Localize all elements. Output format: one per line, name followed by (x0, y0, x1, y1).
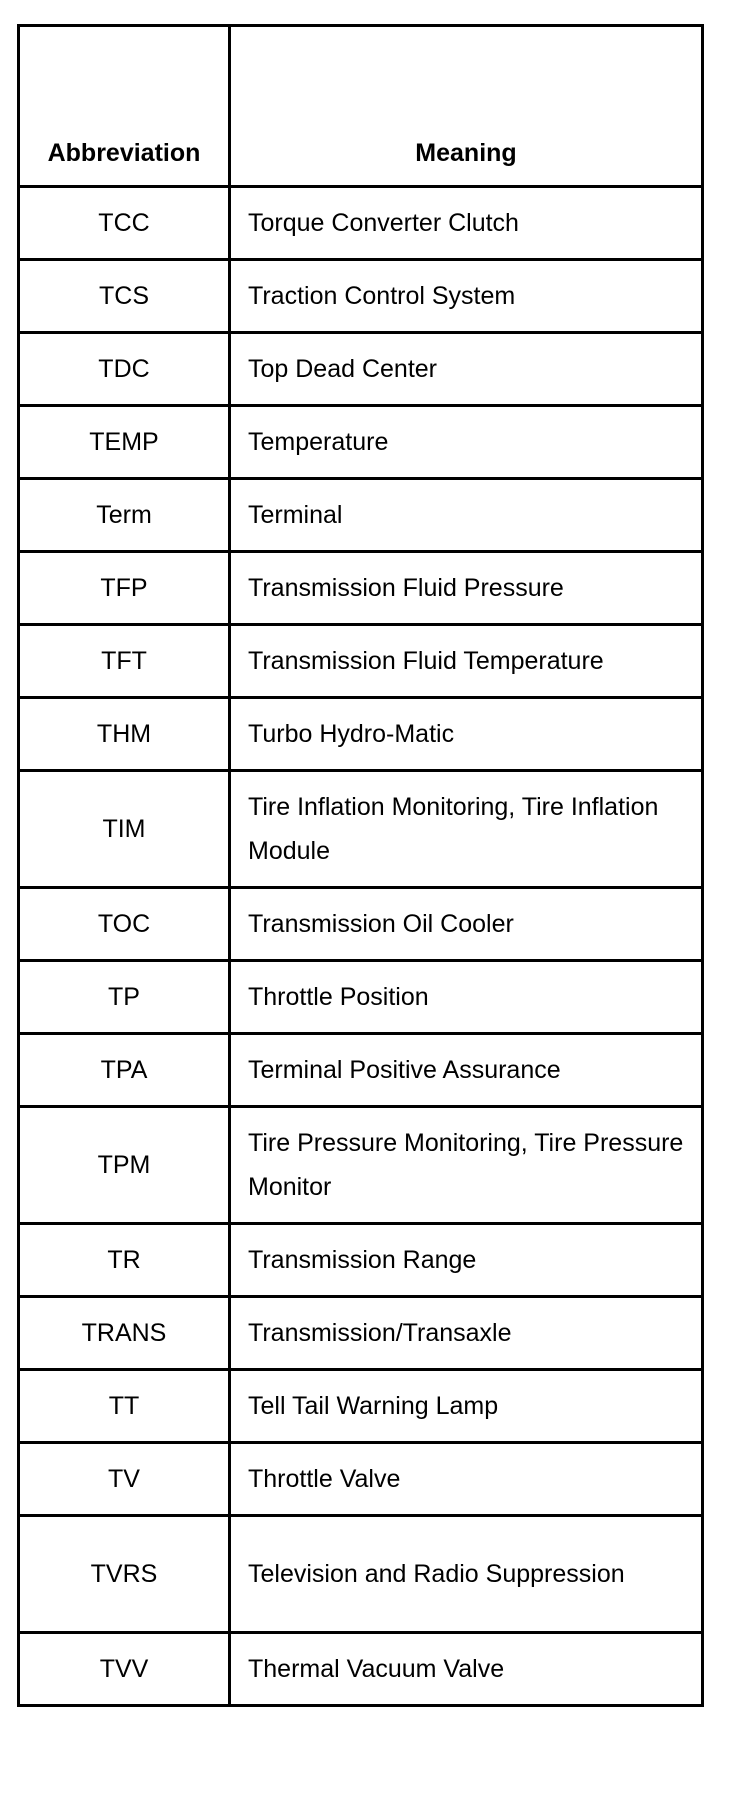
table-row (19, 1633, 703, 1706)
meaning-column-header: Meaning (230, 26, 703, 187)
abbreviation-cell: TR (19, 1224, 230, 1297)
meaning-cell: Tell Tail Warning Lamp (230, 1370, 703, 1443)
meaning-cell: Terminal (230, 479, 703, 552)
abbreviation-cell: TRANS (19, 1297, 230, 1370)
table-row (19, 406, 703, 479)
abbreviation-cell: TEMP (19, 406, 230, 479)
table-row (19, 1443, 703, 1516)
abbreviation-table (17, 24, 704, 1707)
table-row (19, 479, 703, 552)
abbreviation-cell: TFP (19, 552, 230, 625)
meaning-cell: Tire Inflation Monitoring, Tire Inflation Module (230, 771, 703, 888)
meaning-cell: Traction Control System (230, 260, 703, 333)
table-row (19, 961, 703, 1034)
abbreviation-cell: Term (19, 479, 230, 552)
table-header-row (19, 26, 703, 187)
abbreviation-cell: TPA (19, 1034, 230, 1107)
abbreviation-cell: TOC (19, 888, 230, 961)
meaning-cell: Top Dead Center (230, 333, 703, 406)
table-row (19, 1034, 703, 1107)
table-row (19, 333, 703, 406)
meaning-cell: Throttle Position (230, 961, 703, 1034)
meaning-cell: Torque Converter Clutch (230, 187, 703, 260)
abbreviation-column-header: Abbreviation (19, 26, 230, 187)
abbreviation-cell: TT (19, 1370, 230, 1443)
table-row (19, 1224, 703, 1297)
abbreviation-cell: TFT (19, 625, 230, 698)
meaning-cell: Transmission/Transaxle (230, 1297, 703, 1370)
meaning-cell: Transmission Range (230, 1224, 703, 1297)
abbreviation-cell: TIM (19, 771, 230, 888)
meaning-cell: Transmission Fluid Temperature (230, 625, 703, 698)
abbreviation-cell: TPM (19, 1107, 230, 1224)
table-row (19, 888, 703, 961)
meaning-cell: Turbo Hydro-Matic (230, 698, 703, 771)
abbreviation-cell: TV (19, 1443, 230, 1516)
meaning-cell: Television and Radio Suppression (230, 1516, 703, 1633)
meaning-cell: Transmission Fluid Pressure (230, 552, 703, 625)
table-row (19, 771, 703, 888)
meaning-cell: Temperature (230, 406, 703, 479)
table-row (19, 1107, 703, 1224)
abbreviation-cell: TP (19, 961, 230, 1034)
meaning-cell: Transmission Oil Cooler (230, 888, 703, 961)
table-row (19, 1516, 703, 1633)
meaning-cell: Thermal Vacuum Valve (230, 1633, 703, 1706)
table-row (19, 1297, 703, 1370)
table-row (19, 552, 703, 625)
abbreviation-cell: TCC (19, 187, 230, 260)
abbreviation-cell: TVV (19, 1633, 230, 1706)
abbreviation-cell: TCS (19, 260, 230, 333)
meaning-cell: Throttle Valve (230, 1443, 703, 1516)
table-row (19, 187, 703, 260)
table-row (19, 625, 703, 698)
table-row (19, 1370, 703, 1443)
abbreviation-cell: THM (19, 698, 230, 771)
abbreviation-cell: TDC (19, 333, 230, 406)
meaning-cell: Tire Pressure Monitoring, Tire Pressure Monitor (230, 1107, 703, 1224)
meaning-cell: Terminal Positive Assurance (230, 1034, 703, 1107)
abbreviation-cell: TVRS (19, 1516, 230, 1633)
table-row (19, 260, 703, 333)
table-row (19, 698, 703, 771)
